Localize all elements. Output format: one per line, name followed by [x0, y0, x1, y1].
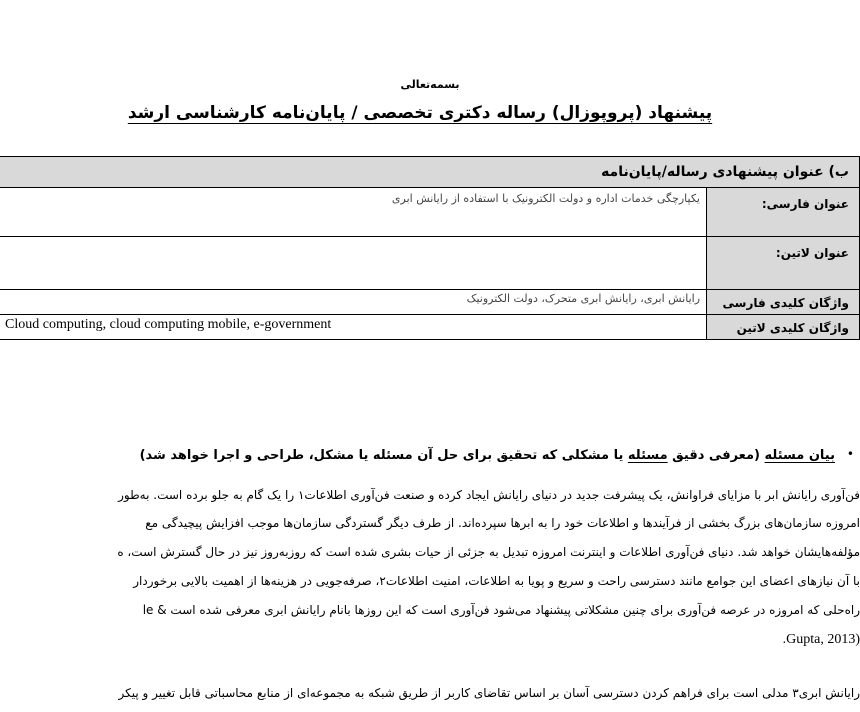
persian-title-label: عنوان فارسی: [707, 188, 860, 237]
heading-term-underlined: مسئله [627, 448, 668, 463]
document-title-text: پیشنهاد (پروپوزال) رساله دکتری تخصصی / پایان‌نامه کارشناسی ارشد [127, 103, 713, 123]
problem-statement-heading [140, 448, 835, 463]
proposal-title-table [0, 156, 860, 340]
document-title [0, 103, 840, 123]
paragraph-line: رایانش ابری۳ مدلی است برای فراهم کردن دسترسی آسان بر اساس تقاضای کاربر از طریق شبکه به مجموعه‌ای از منابع محاسباتی قابل تغییر و پیکر [118, 686, 860, 700]
table-row [0, 237, 860, 290]
table-row [0, 290, 860, 315]
heading-term: بیان مسئله [764, 448, 835, 463]
paragraph-line: فن‌آوری رایانش ابر با مزایای فراوانش، یک پیشرفت جدید در دنیای رایانش ایجاد کرده و صنعت فن‌آوری اطلاعات۱ را یک گام به جلو برده است. به‌طور [118, 488, 860, 502]
heading-text-rest: یا مشکلی که تحقیق برای حل آن مسئله یا مشکل، طراحی و اجرا خواهد شد) [139, 448, 628, 463]
latin-title-value [0, 237, 707, 290]
section-title: ب) عنوان پیشنهادی رساله/پایان‌نامه [0, 157, 860, 188]
paragraph-line-citation: .Gupta, 2013) [782, 632, 860, 647]
latin-keywords-value: Cloud computing, cloud computing mobile, e-government [0, 315, 707, 340]
bismillah-header: بسمه‌تعالی [400, 78, 460, 91]
persian-title-value: یکپارچگی خدمات اداره و دولت الکترونیک با استفاده از رایانش ابری [0, 188, 707, 237]
bullet-icon: • [846, 447, 854, 461]
persian-keywords-value: رایانش ابری، رایانش ابری متحرک، دولت الکترونیک [0, 290, 707, 315]
table-row [0, 315, 860, 340]
persian-keywords-label: واژگان کلیدی فارسی [707, 290, 860, 315]
paragraph-line: با آن نیازهای اعضای این جوامع مانند دسترسی راحت و سریع و پویا به اطلاعات، امنیت اطلاعات۲، صرفه‌جویی در هزینه‌ها از اهمیت بالایی برخوردار [133, 574, 860, 588]
paragraph-line: مؤلفه‌هایشان خواهد شد. دنیای فن‌آوری اطلاعات و اینترنت امروزه تبدیل به جزئی از حیات بشری شده است که روزبه‌روز نیز در حال گسترش است، ه [117, 545, 860, 559]
paragraph-line: راه‌حلی که امروزه در عرصه فن‌آوری برای چنین مشکلاتی پیشنهاد می‌شود فن‌آوری است که این روزها بانام رایانش ابری معرفی شده است & le [142, 603, 860, 617]
heading-text: (معرفی دقیق [667, 448, 765, 463]
section-header-row [0, 157, 860, 188]
paragraph-line: امروزه سازمان‌های بزرگ بخشی از فرآیندها و اطلاعات خود را به ابرها سپرده‌اند. از طرف دیگر گستردگی سازمان‌ها موجب افزایش پیچیدگی مع [145, 516, 860, 530]
latin-title-label: عنوان لاتین: [707, 237, 860, 290]
table-row [0, 188, 860, 237]
latin-keywords-label: واژگان کلیدی لاتین [707, 315, 860, 340]
